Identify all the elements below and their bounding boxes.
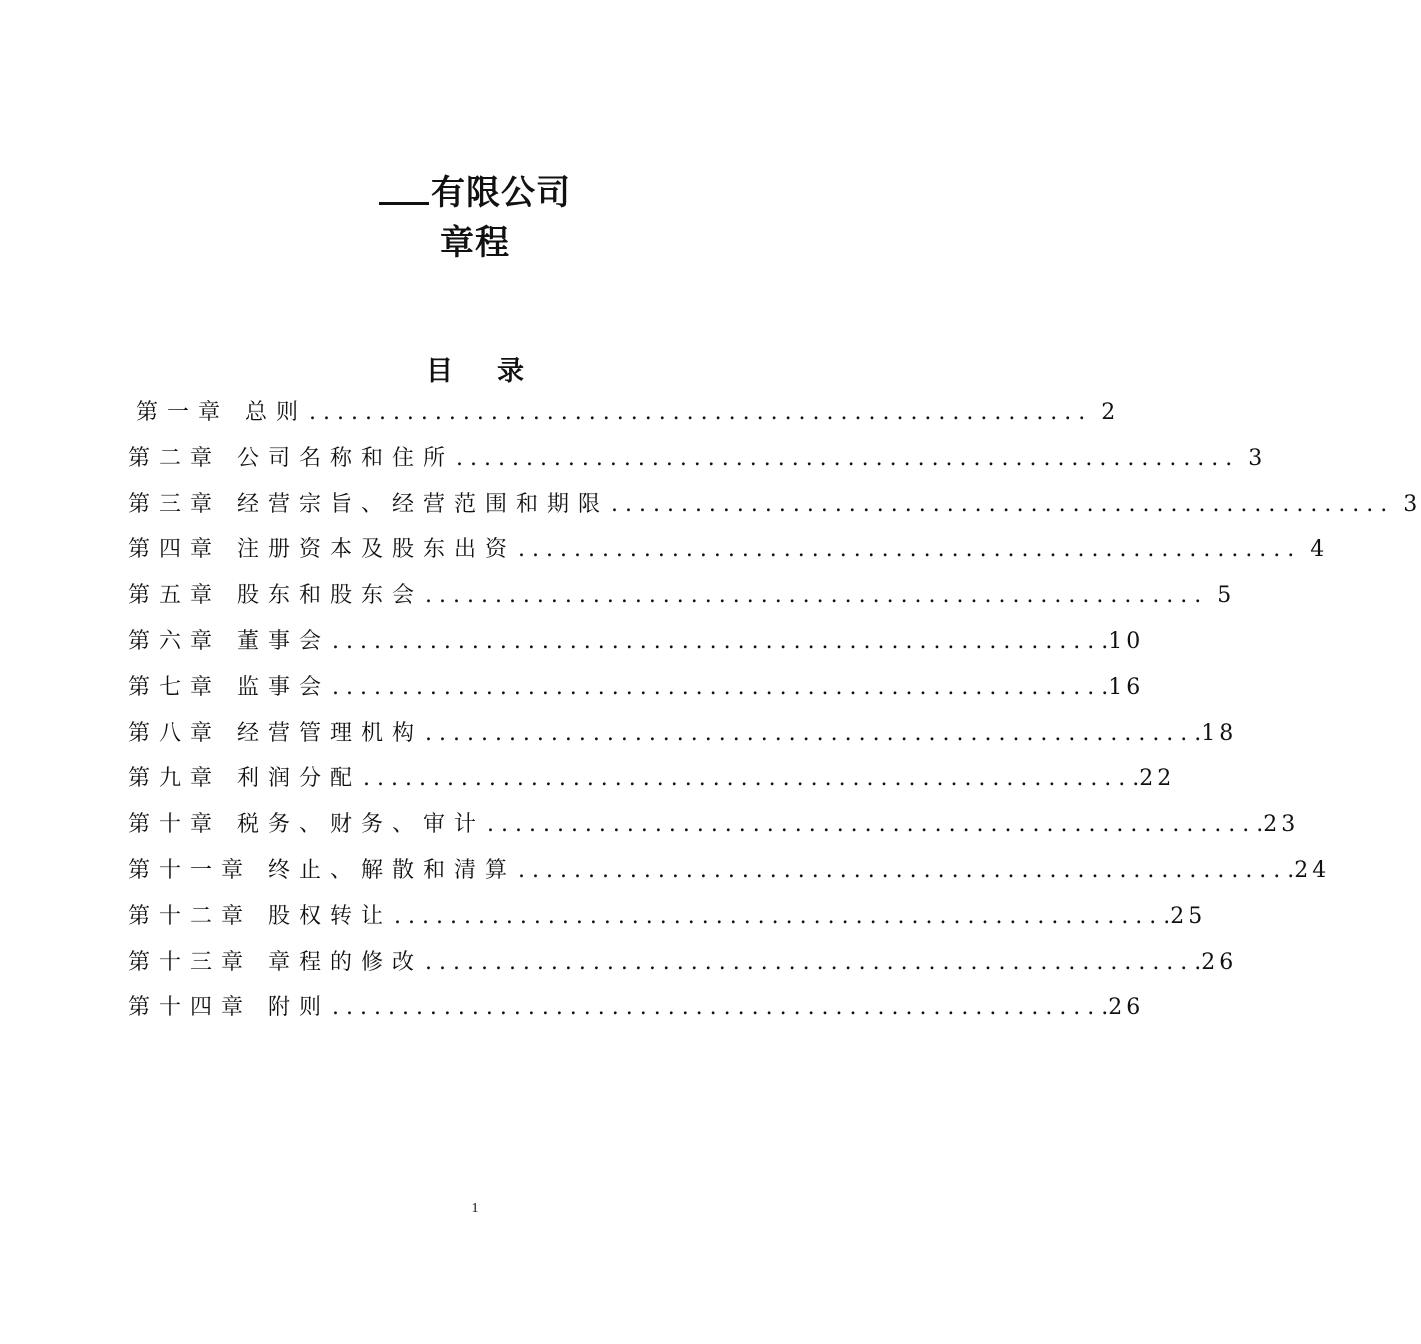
title-company-suffix: 有限公司: [431, 173, 571, 213]
document-title: [0, 168, 950, 268]
toc-chapter-title: 监事会: [237, 674, 331, 700]
toc-page-number: 4: [1310, 537, 1329, 563]
toc-entry[interactable]: [128, 807, 1300, 853]
toc-chapter: 第十章: [128, 812, 222, 838]
toc-page-number: 2: [1101, 400, 1120, 425]
toc-page-number: 18: [1201, 720, 1238, 746]
toc-chapter: 第九章: [128, 766, 222, 792]
toc-chapter: 第四章: [128, 537, 222, 563]
toc-entry[interactable]: [128, 761, 1176, 807]
toc-dot-leader: [456, 446, 1232, 471]
toc-entry[interactable]: [128, 716, 1238, 762]
toc-dot-leader: [363, 766, 1139, 791]
toc-page-number: 16: [1108, 674, 1145, 700]
toc-chapter-title: 总则: [245, 400, 308, 425]
toc-entry[interactable]: [128, 899, 1207, 945]
toc-dot-leader: [518, 858, 1294, 883]
toc-chapter-title: 利润分配: [237, 766, 362, 792]
toc-entry[interactable]: [128, 441, 1267, 487]
toc-chapter: 第一章: [136, 400, 230, 425]
toc-chapter: 第三章: [128, 491, 222, 517]
toc-dot-leader: [394, 904, 1170, 929]
toc-chapter: 第八章: [128, 720, 222, 746]
toc-heading: [0, 352, 950, 392]
toc-chapter-title: 公司名称和住所: [237, 445, 455, 471]
toc-heading-char: 目: [426, 356, 453, 387]
toc-page-number: 3: [1403, 491, 1421, 517]
title-company-line: [0, 168, 950, 218]
toc-dot-leader: [487, 812, 1263, 837]
company-name-blank: [379, 168, 429, 205]
toc-page-number: 10: [1108, 628, 1145, 654]
toc-page-number: 26: [1108, 995, 1145, 1021]
toc-chapter: 第七章: [128, 674, 222, 700]
toc-entry[interactable]: [128, 532, 1329, 578]
toc-dot-leader: [425, 583, 1201, 608]
toc-chapter-title: 经营宗旨、经营范围和期限: [237, 491, 610, 517]
toc-chapter-title: 附则: [268, 995, 331, 1021]
toc-entry[interactable]: [128, 990, 1145, 1036]
toc-entry[interactable]: [128, 670, 1145, 716]
toc-chapter: 第十三章: [128, 949, 253, 975]
toc-chapter-title: 税务、财务、审计: [237, 812, 486, 838]
toc-dot-leader: [332, 995, 1108, 1020]
toc-entry[interactable]: [128, 578, 1236, 624]
toc-chapter-title: 终止、解散和清算: [268, 857, 517, 883]
toc-chapter: 第十二章: [128, 903, 253, 929]
table-of-contents: [128, 395, 1421, 1036]
toc-chapter: 第十一章: [128, 857, 253, 883]
toc-entry[interactable]: [128, 395, 1120, 441]
toc-entry[interactable]: [128, 945, 1238, 991]
toc-chapter: 第五章: [128, 583, 222, 609]
toc-chapter: 第六章: [128, 628, 222, 654]
toc-page-number: 26: [1201, 949, 1238, 975]
footer-page-number: 1: [471, 1201, 479, 1216]
toc-dot-leader: [611, 492, 1387, 517]
toc-dot-leader: [425, 721, 1201, 746]
toc-page-number: 22: [1139, 766, 1176, 792]
toc-page-number: 23: [1263, 812, 1300, 838]
toc-chapter-title: 股东和股东会: [237, 583, 424, 609]
toc-chapter-title: 股权转让: [268, 903, 393, 929]
toc-page-number: 3: [1248, 445, 1267, 471]
toc-dot-leader: [332, 629, 1108, 654]
toc-dot-leader: [425, 950, 1201, 975]
toc-heading-char: 录: [497, 356, 524, 387]
toc-chapter-title: 董事会: [237, 628, 331, 654]
toc-chapter-title: 注册资本及股东出资: [237, 537, 517, 563]
toc-dot-leader: [309, 400, 1085, 425]
toc-chapter-title: 章程的修改: [268, 949, 424, 975]
toc-chapter: 第二章: [128, 445, 222, 471]
toc-chapter: 第十四章: [128, 995, 253, 1021]
toc-dot-leader: [518, 537, 1294, 562]
toc-entry[interactable]: [128, 853, 1331, 899]
toc-chapter-title: 经营管理机构: [237, 720, 424, 746]
toc-page-number: 25: [1170, 903, 1207, 929]
toc-entry[interactable]: [128, 487, 1421, 533]
toc-entry[interactable]: [128, 624, 1145, 670]
toc-page-number: 24: [1294, 857, 1331, 883]
toc-page-number: 5: [1217, 583, 1236, 609]
title-charter-line: 章程: [440, 223, 510, 263]
toc-dot-leader: [332, 675, 1108, 700]
